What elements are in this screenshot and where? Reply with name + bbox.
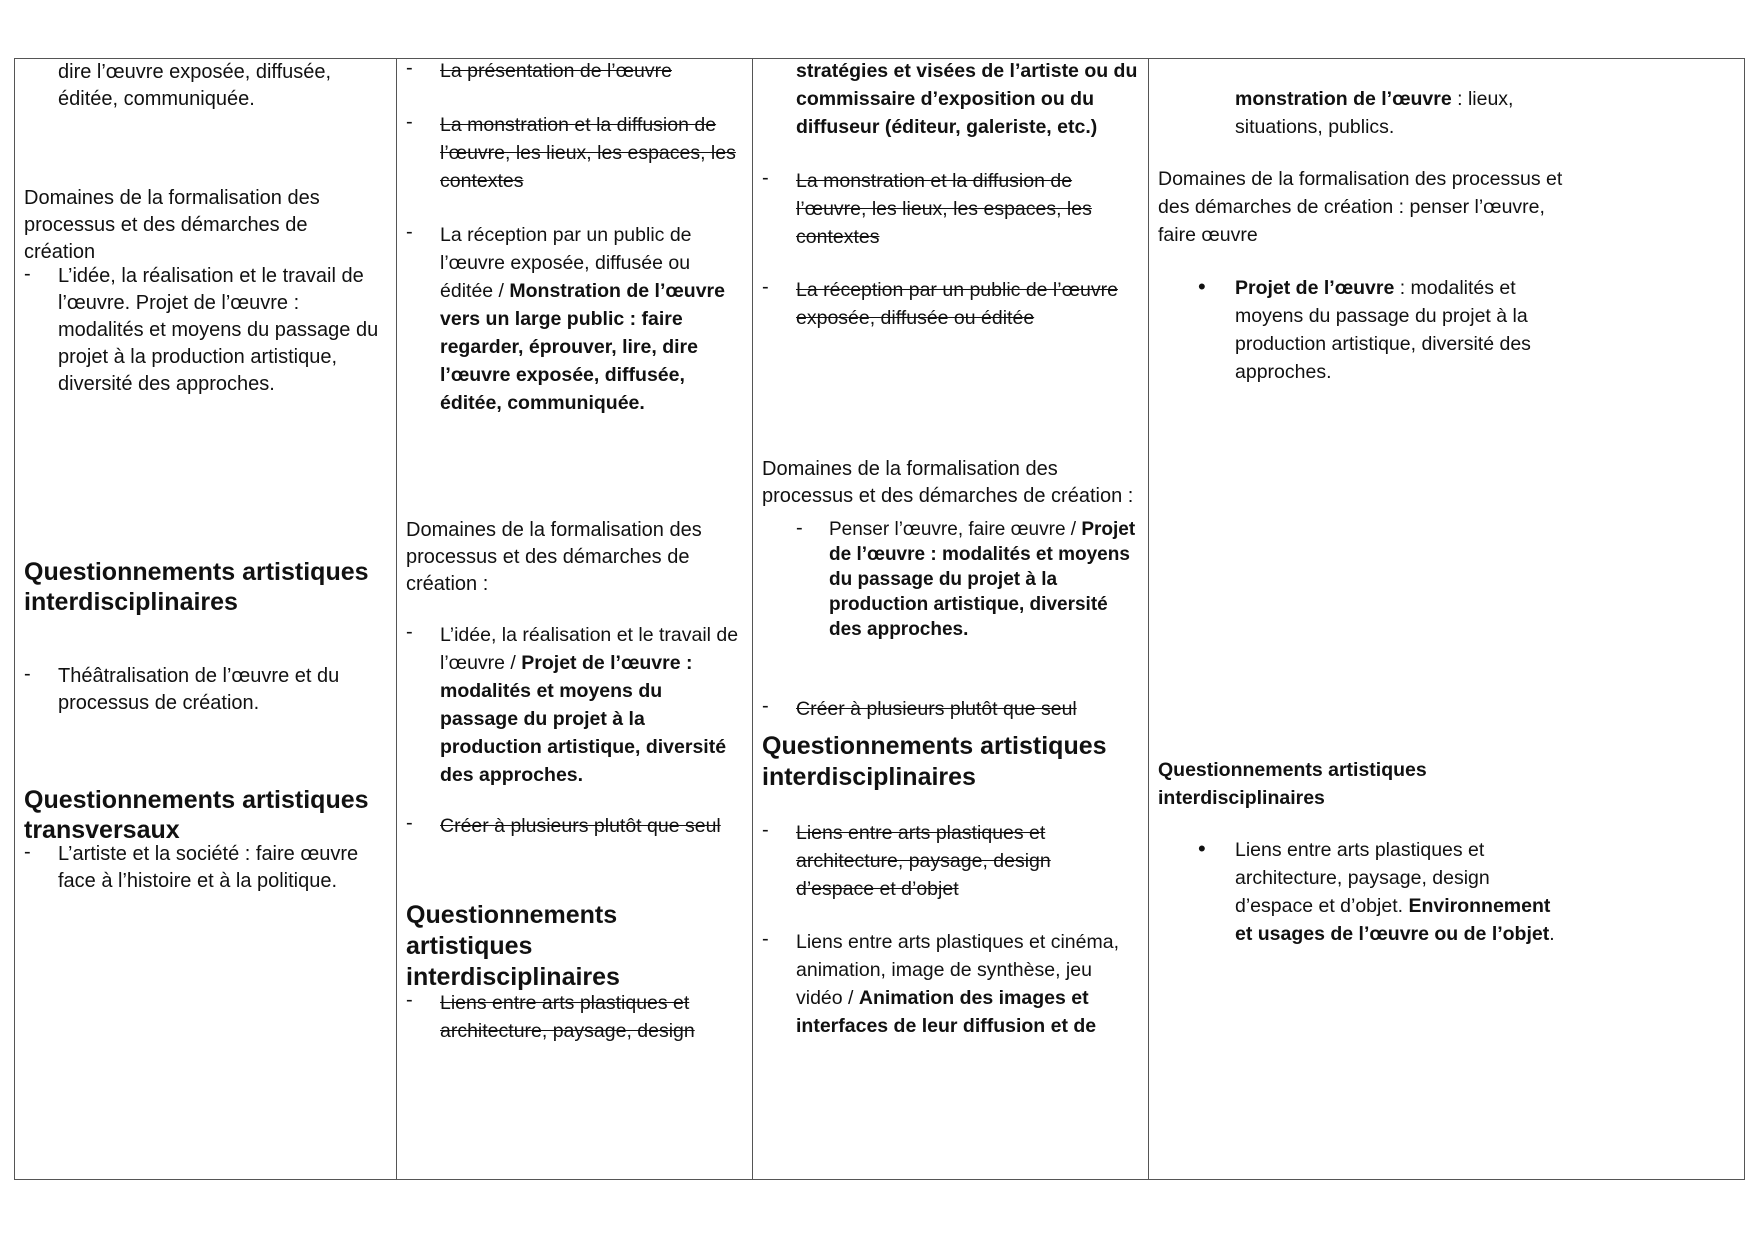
col2-idea: [440, 621, 745, 789]
column-2-cell: [397, 59, 753, 1180]
dash-marker: -: [406, 812, 413, 834]
col4-top-bold: monstration de l’œuvre: [1235, 88, 1452, 110]
col2-heading-interdisciplinary: Questionnements artistiques interdisciplinaires: [406, 901, 620, 991]
dash-marker: -: [762, 276, 769, 298]
col4-top-plain: : lieux, situations, publics.: [1235, 88, 1514, 138]
col4-top: [1235, 85, 1565, 141]
dash-marker: -: [406, 57, 413, 79]
col1-item-theatre: Théâtralisation de l’œuvre et du processus de création.: [58, 665, 340, 714]
dash-marker: -: [796, 517, 803, 539]
col2-strike-monstration: La monstration et la diffusion de l’œuvre, les lieux, les espaces, les contextes: [440, 114, 736, 192]
dash-marker: -: [406, 111, 413, 133]
col3-top-bold: stratégies et visées de l’artiste ou du commissaire d’exposition ou du diffuseur (éditeur, galeriste, etc.): [796, 60, 1138, 138]
col3-heading-interdisciplinary: Questionnements artistiques interdisciplinaires: [762, 732, 1107, 791]
col2-idea-plain: L’idée, la réalisation et le travail de l’œuvre /: [440, 624, 739, 674]
col1-top-text: dire l’œuvre exposée, diffusée, éditée, communiquée.: [58, 61, 332, 110]
col2-strike-presentation: La présentation de l’œuvre: [440, 60, 672, 82]
col4-liens: [1235, 836, 1570, 948]
dash-marker: -: [762, 167, 769, 189]
col3-penser: [829, 517, 1141, 642]
col3-cinema: [796, 928, 1141, 1040]
dash-marker: -: [406, 989, 413, 1011]
dash-marker: -: [406, 621, 413, 643]
col2-reception-bold: Monstration de l’œuvre vers un large public : faire regarder, éprouver, lire, dire l’œuvre exposée, diffusée, éditée, communiquée.: [440, 280, 725, 414]
col4-projet: [1235, 274, 1565, 386]
col3-penser-bold: Projet de l’œuvre : modalités et moyens du passage du projet à la production artistique, diversité des approches.: [829, 519, 1136, 640]
col4-liens-end: .: [1549, 923, 1555, 945]
col1-item-society: L’artiste et la société : faire œuvre face à l’histoire et à la politique.: [58, 843, 359, 892]
dash-marker: -: [406, 221, 413, 243]
table-row: [15, 59, 1745, 1180]
col2-reception-plain: La réception par un public de l’œuvre exposée, diffusée ou éditée /: [440, 224, 692, 302]
col3-strike-liens: Liens entre arts plastiques et architecture, paysage, design d’espace et d’objet: [796, 822, 1051, 900]
column-3-cell: [753, 59, 1149, 1180]
col1-heading-transversal: Questionnements artistiques transversaux: [24, 786, 369, 844]
dash-marker: -: [24, 263, 31, 285]
col1-heading-interdisciplinary: Questionnements artistiques interdisciplinaires: [24, 558, 369, 616]
col3-penser-plain: Penser l’œuvre, faire œuvre /: [829, 519, 1082, 540]
col1-domains-label: Domaines de la formalisation des processus et des démarches de création: [24, 187, 320, 263]
curriculum-table: [14, 58, 1745, 1180]
col2-reception: [440, 221, 745, 417]
col2-idea-bold: Projet de l’œuvre : modalités et moyens du passage du projet à la production artistique, diversité des approches.: [440, 652, 727, 786]
col2-strike-creer: Créer à plusieurs plutôt que seul: [440, 815, 721, 837]
dash-marker: -: [762, 819, 769, 841]
col3-strike-monstration: La monstration et la diffusion de l’œuvre, les lieux, les espaces, les contextes: [796, 170, 1092, 248]
dash-marker: -: [24, 663, 31, 685]
col3-domains-label: Domaines de la formalisation des processus et des démarches de création :: [762, 458, 1134, 507]
col4-heading-interdisciplinary: Questionnements artistiques interdisciplinaires: [1158, 759, 1427, 809]
col1-item-idea: L’idée, la réalisation et le travail de l’œuvre. Projet de l’œuvre : modalités et moyens du passage du projet à la production artistique, diversité des approches.: [58, 265, 379, 395]
col3-strike-reception: La réception par un public de l’œuvre exposée, diffusée ou éditée: [796, 279, 1118, 329]
dash-marker: -: [24, 841, 31, 863]
col4-domains-label: Domaines de la formalisation des processus et des démarches de création : penser l’œuvre, faire œuvre: [1158, 168, 1563, 246]
col4-projet-bold: Projet de l’œuvre: [1235, 277, 1395, 299]
col4-projet-plain: : modalités et moyens du passage du projet à la production artistique, diversité des approches.: [1235, 277, 1531, 383]
col2-strike-liens: Liens entre arts plastiques et architecture, paysage, design: [440, 992, 695, 1042]
column-1-cell: [15, 59, 397, 1180]
col2-domains-label: Domaines de la formalisation des processus et des démarches de création :: [406, 519, 702, 595]
col3-cinema-plain: Liens entre arts plastiques et cinéma, animation, image de synthèse, jeu vidéo /: [796, 931, 1120, 1009]
col3-strike-creer: Créer à plusieurs plutôt que seul: [796, 698, 1077, 720]
dash-marker: -: [762, 928, 769, 950]
column-4-cell: [1149, 59, 1745, 1180]
col4-liens-plain: Liens entre arts plastiques et architecture, paysage, design d’espace et d’objet.: [1235, 839, 1490, 917]
col3-cinema-bold: Animation des images et interfaces de leur diffusion et de: [796, 987, 1097, 1037]
bullet-marker: •: [1198, 274, 1206, 299]
col4-liens-bold: Environnement et usages de l’œuvre ou de l’objet: [1235, 895, 1551, 945]
dash-marker: -: [762, 695, 769, 717]
bullet-marker: •: [1198, 836, 1206, 861]
